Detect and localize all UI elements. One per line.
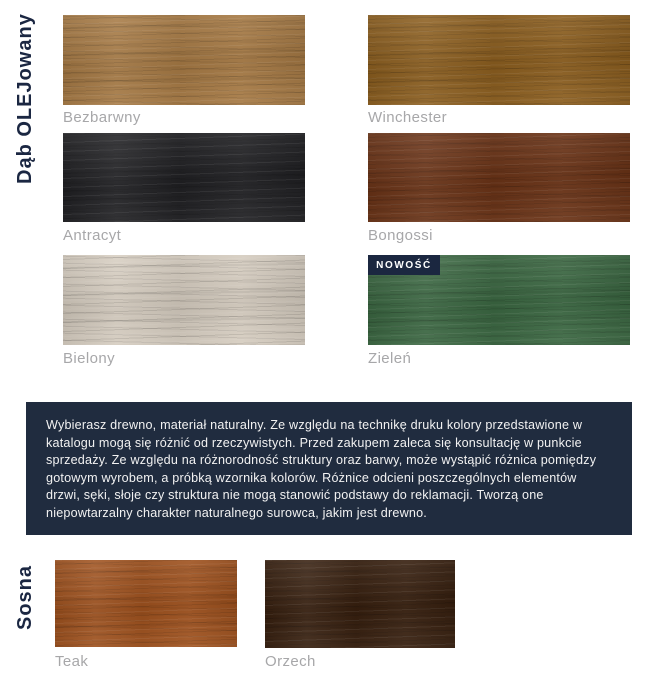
swatch-label-teak: Teak (55, 653, 89, 670)
disclaimer-box: Wybierasz drewno, materiał naturalny. Ze względu na technikę druku kolory przedstawione w katalogu mogą się różnić od rzeczywistych. Przed zakupem zaleca się konsultację w punkcie sprzedaży. Ze względu na różnorodność struktury oraz barwy, może wystąpić różnica pomiędzy gotowym wyrobem, a próbką wzornika kolorów. Różnice odcieni poszczególnych elementów drzwi, sęki, słoje czy struktura nie mogą stanowić podstawy do reklamacji. Tworzą one niepowtarzalny charakter naturalnego surowca, jakim jest drewno. (26, 402, 632, 535)
new-badge: NOWOŚĆ (368, 255, 440, 275)
swatch-label-bezbarwny: Bezbarwny (63, 109, 141, 126)
wood-swatch-bielony (63, 255, 305, 345)
swatch-label-orzech: Orzech (265, 653, 316, 670)
wood-swatch-bongossi (368, 133, 630, 222)
swatch-label-antracyt: Antracyt (63, 227, 122, 244)
swatch-label-winchester: Winchester (368, 109, 448, 126)
wood-swatch-teak (55, 560, 237, 647)
wood-swatch-antracyt (63, 133, 305, 222)
wood-swatch-orzech (265, 560, 455, 648)
wood-swatch-bezbarwny (63, 15, 305, 105)
swatch-label-bongossi: Bongossi (368, 227, 433, 244)
section-heading-dab-olejowany: Dąb OLEJowany (14, 13, 36, 184)
wood-swatch-zielen (368, 255, 630, 345)
section-heading-sosna: Sosna (14, 564, 36, 630)
swatch-label-zielen: Zieleń (368, 350, 412, 367)
wood-swatch-winchester (368, 15, 630, 105)
swatch-label-bielony: Bielony (63, 350, 115, 367)
